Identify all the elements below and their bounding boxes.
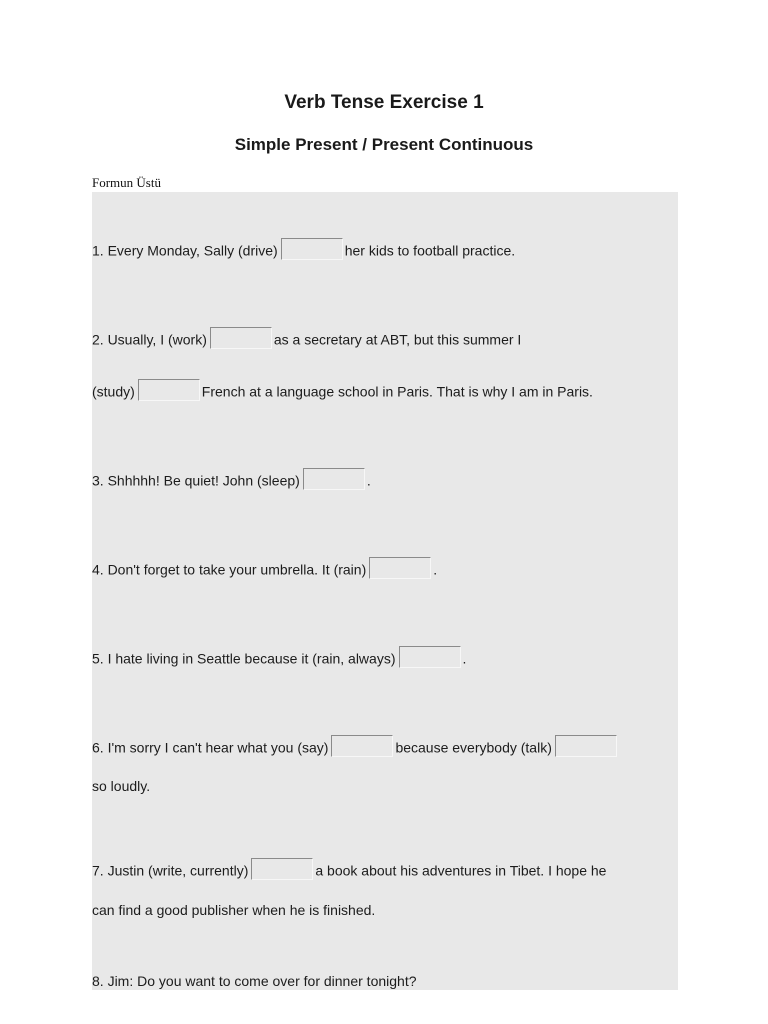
question-8-text: 8. Jim: Do you want to come over for dinner tonight? (92, 973, 417, 989)
question-7 (92, 858, 606, 880)
question-3-text: 3. Shhhhh! Be quiet! John (sleep) (92, 472, 300, 489)
question-5-text-end: . (462, 650, 467, 667)
question-7-continued (92, 902, 375, 918)
question-4-text-end: . (433, 561, 438, 578)
question-6-continued (92, 778, 150, 794)
question-4 (92, 557, 437, 579)
form-top-label: Formun Üstü (92, 175, 161, 190)
exercise-form (92, 192, 678, 990)
answer-input-6b[interactable] (555, 735, 617, 757)
question-5 (92, 646, 466, 668)
answer-input-4[interactable] (369, 557, 431, 579)
question-6-text-end: so loudly. (92, 778, 151, 794)
answer-input-2a[interactable] (210, 327, 272, 349)
question-7-text-middle: a book about his adventures in Tibet. I hope he (315, 862, 607, 879)
answer-input-3[interactable] (303, 468, 365, 490)
answer-input-5[interactable] (399, 646, 461, 668)
question-6 (92, 735, 619, 757)
question-3-text-end: . (366, 472, 371, 489)
question-8 (92, 973, 417, 989)
question-7-text-end: can find a good publisher when he is finished. (92, 902, 376, 918)
question-2-continued (92, 379, 593, 401)
question-4-text: 4. Don't forget to take your umbrella. It (rain) (92, 561, 367, 578)
question-6-text: 6. I'm sorry I can't hear what you (say) (92, 739, 329, 756)
question-1 (92, 238, 515, 260)
question-1-text-end: her kids to football practice. (344, 242, 516, 259)
question-2-text-middle: as a secretary at ABT, but this summer I (273, 331, 522, 348)
answer-input-1[interactable] (281, 238, 343, 260)
question-2-text: 2. Usually, I (work) (92, 331, 207, 348)
question-2-text-cont: (study) (92, 383, 135, 400)
answer-input-6a[interactable] (331, 735, 393, 757)
question-6-text-middle: because everybody (talk) (395, 739, 552, 756)
question-2-text-end: French at a language school in Paris. That is why I am in Paris. (201, 383, 593, 400)
question-1-text: 1. Every Monday, Sally (drive) (92, 242, 278, 259)
question-5-text: 5. I hate living in Seattle because it (rain, always) (92, 650, 396, 667)
question-2 (92, 327, 521, 349)
question-7-text: 7. Justin (write, currently) (92, 862, 249, 879)
answer-input-7[interactable] (251, 858, 313, 880)
question-3 (92, 468, 371, 490)
page-subtitle: Simple Present / Present Continuous (234, 135, 534, 154)
page-title: Verb Tense Exercise 1 (284, 92, 484, 113)
answer-input-2b[interactable] (138, 379, 200, 401)
